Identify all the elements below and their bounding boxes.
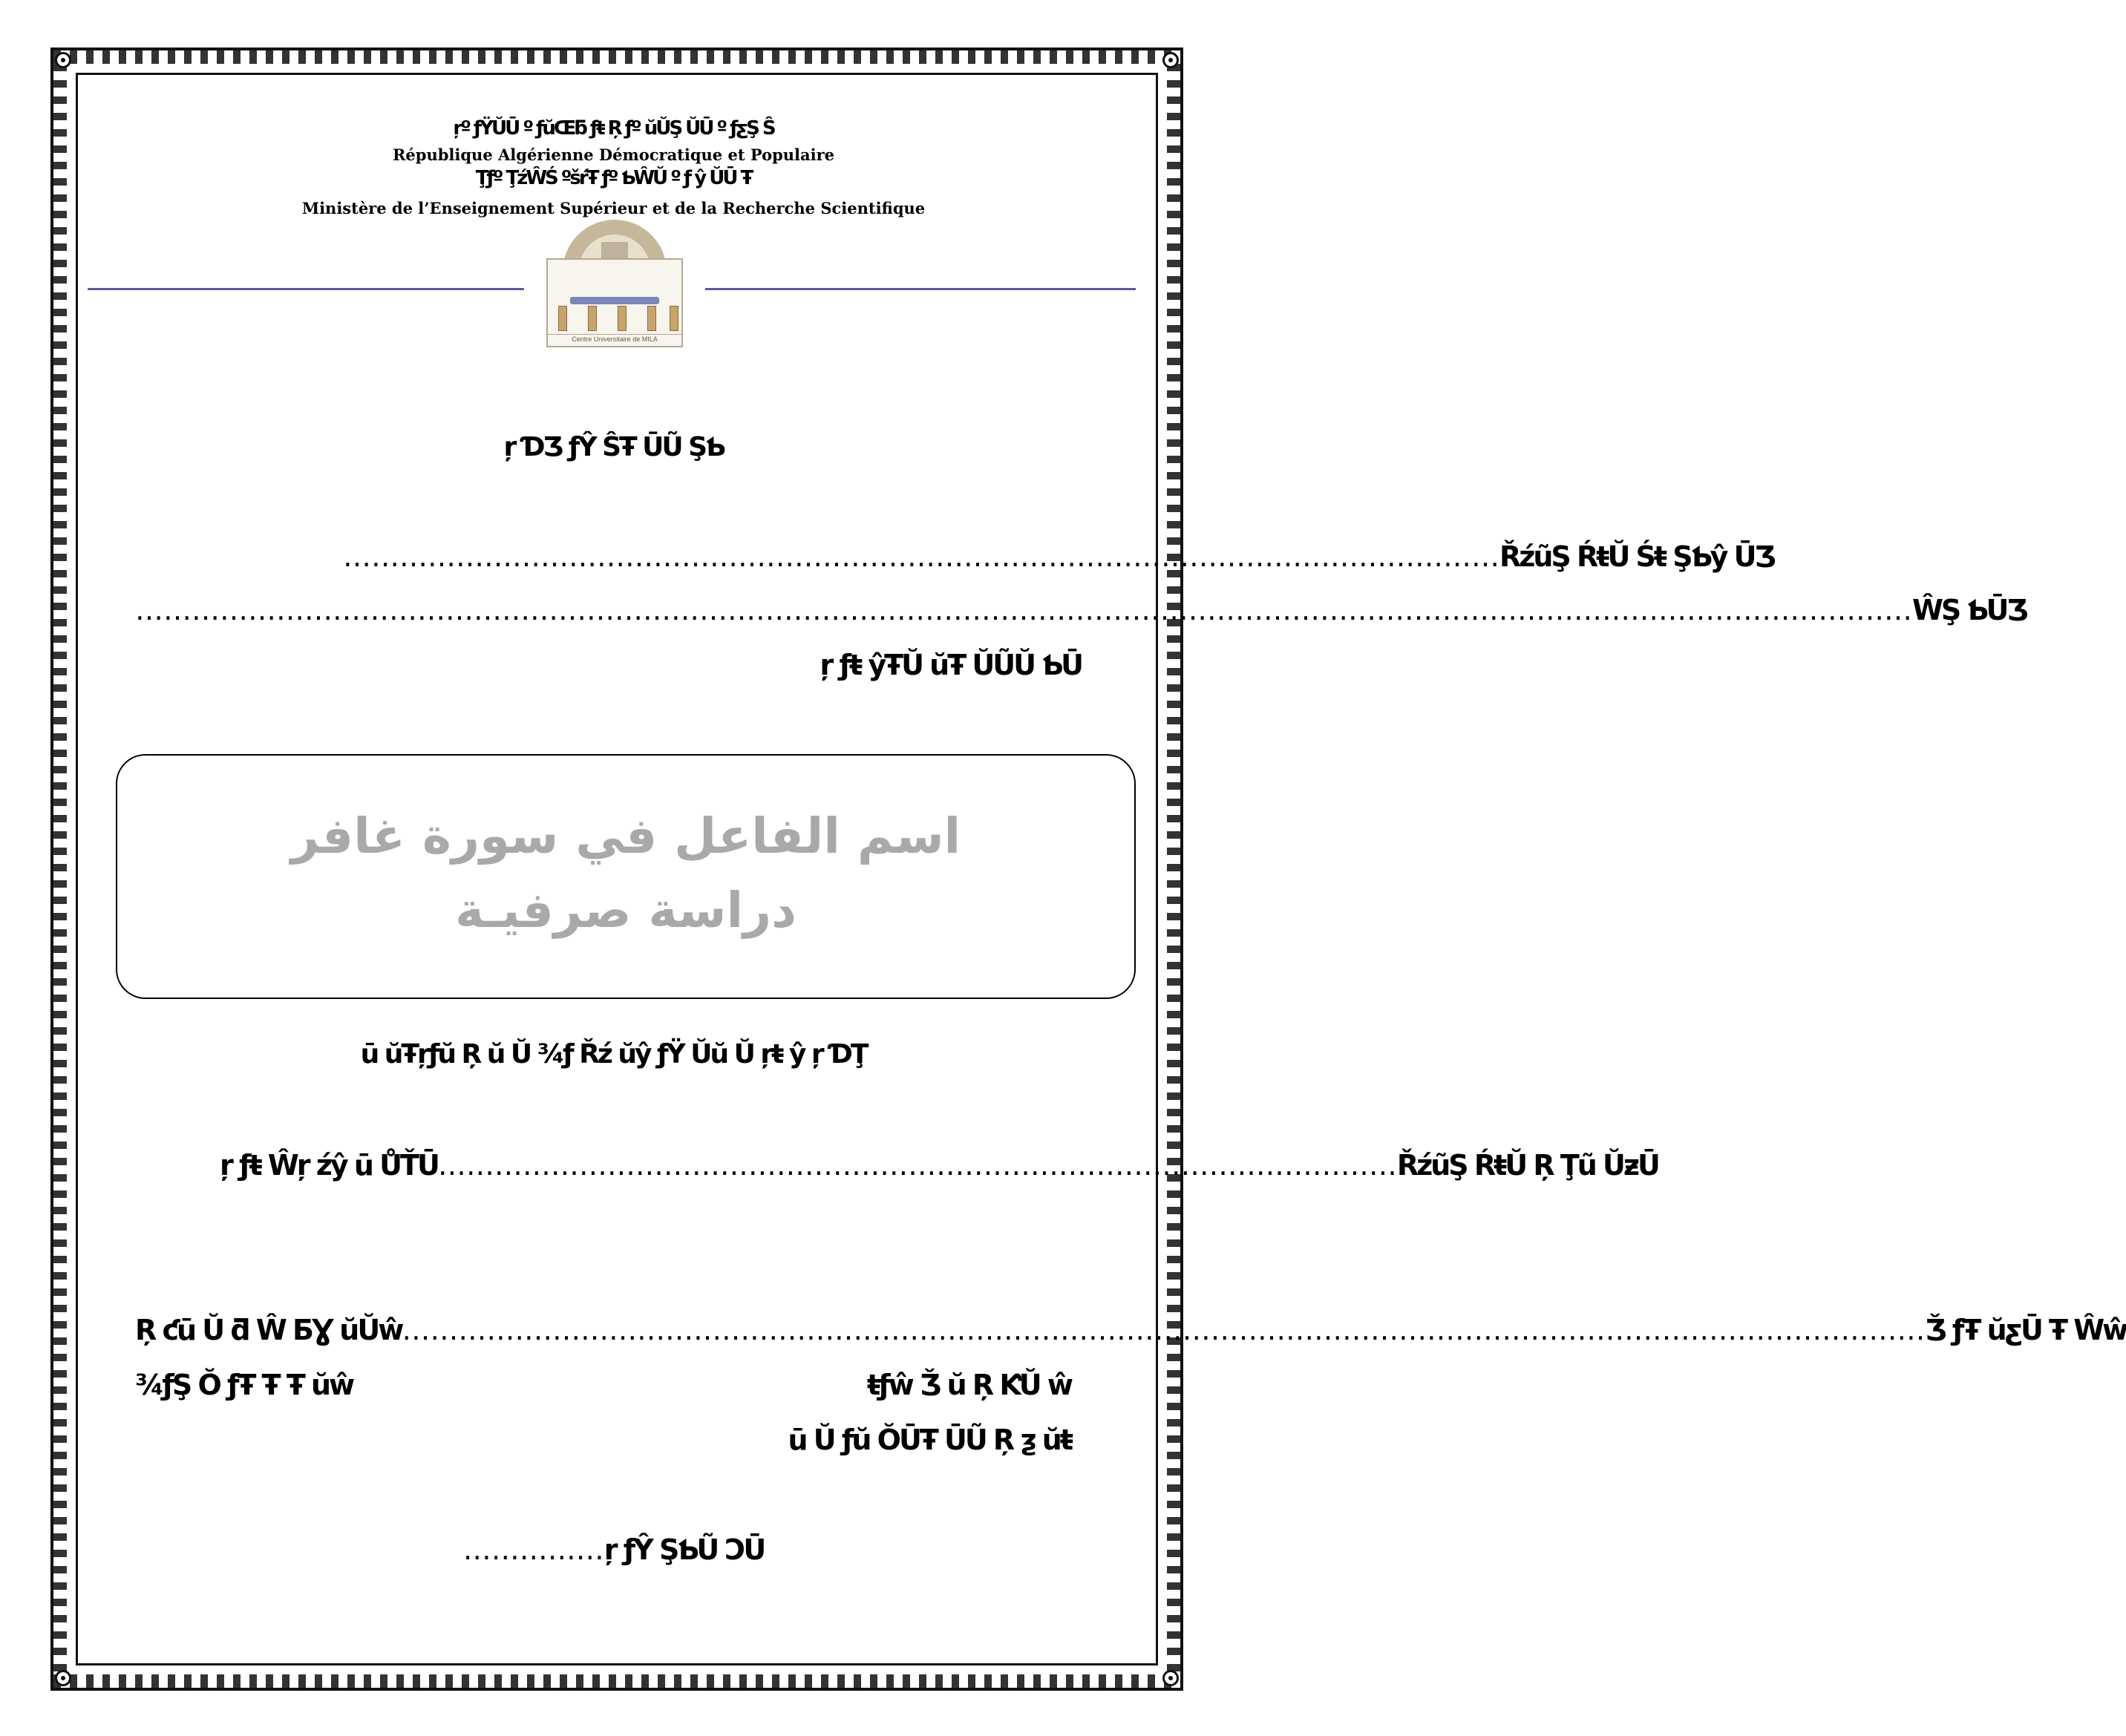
committee-row-3: ū Ŭ ƒŭ ŎŪŦ ŪŨ Ŗ ƺ ŭŧ (788, 1424, 1071, 1456)
university-logo (542, 215, 687, 353)
committee-row1-dots: ……………………………………………………………………………………………………………………………………………… (402, 1314, 1926, 1346)
field2-label: ŴŞ ƄŪƷ (1912, 594, 2027, 626)
thesis-title-line2: دراسة صرفيـة (455, 882, 797, 939)
supervisor-row (220, 1149, 1658, 1182)
committee-row2-left: ¾ƒŞ Ŏ ƒŦ Ŧ Ŧ ŭŵ (135, 1369, 353, 1401)
committee-row1-left: Ŗ ƈū Ŭ ƌ Ŵ ƂƔ ŭŬŵ (135, 1314, 402, 1346)
field1-dots: …………………………………………………………………………………………………………… (343, 540, 1499, 573)
academic-year (0, 1533, 1227, 1566)
supervisor-name: ŗ ƒŧ Ŵŗ źŷ ū ŮŤŪ (220, 1149, 438, 1182)
corner-ornament (55, 52, 71, 68)
supervisor-dots: ………………………………………………………………………………………… (437, 1149, 1397, 1182)
header-divider-right (705, 288, 1136, 290)
field-row-1 (343, 540, 1774, 573)
field3-label: ŗ ƒŧ ŷŦŬ ŭŦ ŬŨŬ ƄŪ (820, 649, 1082, 681)
field1-label: ŘźũŞ ŔŧŬ Śŧ ŞƄŷ ŪƷ (1499, 540, 1774, 573)
header-divider-left (88, 288, 524, 290)
logo-book (570, 297, 659, 304)
academic-year-dots: …………… (462, 1533, 604, 1566)
supervisor-label: ŘźũŞ ŔŧŬ Ŗ Ţũ ŬƶŪ (1396, 1149, 1658, 1182)
corner-ornament (55, 1670, 71, 1686)
institute-label: ŗ ƊƷ ƒŶ ŜŦ ŪŨ ŞƄ (503, 432, 724, 462)
logo-caption: Centre Universitaire de MILA (548, 334, 681, 343)
field2-dots: ……………………………………………………………………………………………………………………………………………………………………… (135, 594, 1912, 626)
field-row-2 (135, 594, 2027, 626)
degree-statement: ū ŭŦŗƒŭ Ŗ ŭ Ŭ ¾ƒ Řź ŭŷ ƒŸ Ŭŭ Ŭ ŗŧ ŷ ŗ ƊŢ (360, 1039, 867, 1070)
ministry-french: Ministère de l’Enseignement Supérieur et de la Recherche Scientifique (301, 199, 926, 217)
committee-row2-right: ŧƒŵ Ǯ ŭ Ŗ ƘŬ ŵ (866, 1369, 1071, 1401)
corner-ornament (1162, 1670, 1179, 1686)
ministry-arabic: Ţƒº ŢźŴŚ ºšŕŦ ƒº ƄŴŬ º ƒ ŷ ŬŪ Ŧ (475, 167, 752, 189)
republic-french: République Algérienne Démocratique et Populaire (392, 145, 835, 164)
committee-row1-right: Ǯ ƒŦ ŭƹŪ Ŧ Ŵŵ (1925, 1314, 2126, 1346)
academic-year-label: ŗ ƒŶ ŞƄŨ ƆŪ (604, 1533, 765, 1566)
thesis-title-box (116, 754, 1136, 999)
corner-ornament (1162, 52, 1179, 68)
committee-row-1 (135, 1314, 2126, 1346)
republic-arabic: ŗº ƒŸŬŪ º ƒŭŒƃ ƒŧ Ŗ ƒº ŭŬŞ ŬŪ º ƒƹŞ Ŝ (453, 117, 774, 140)
thesis-title-line1: اسم الفاعل في سورة غافر (290, 808, 961, 865)
